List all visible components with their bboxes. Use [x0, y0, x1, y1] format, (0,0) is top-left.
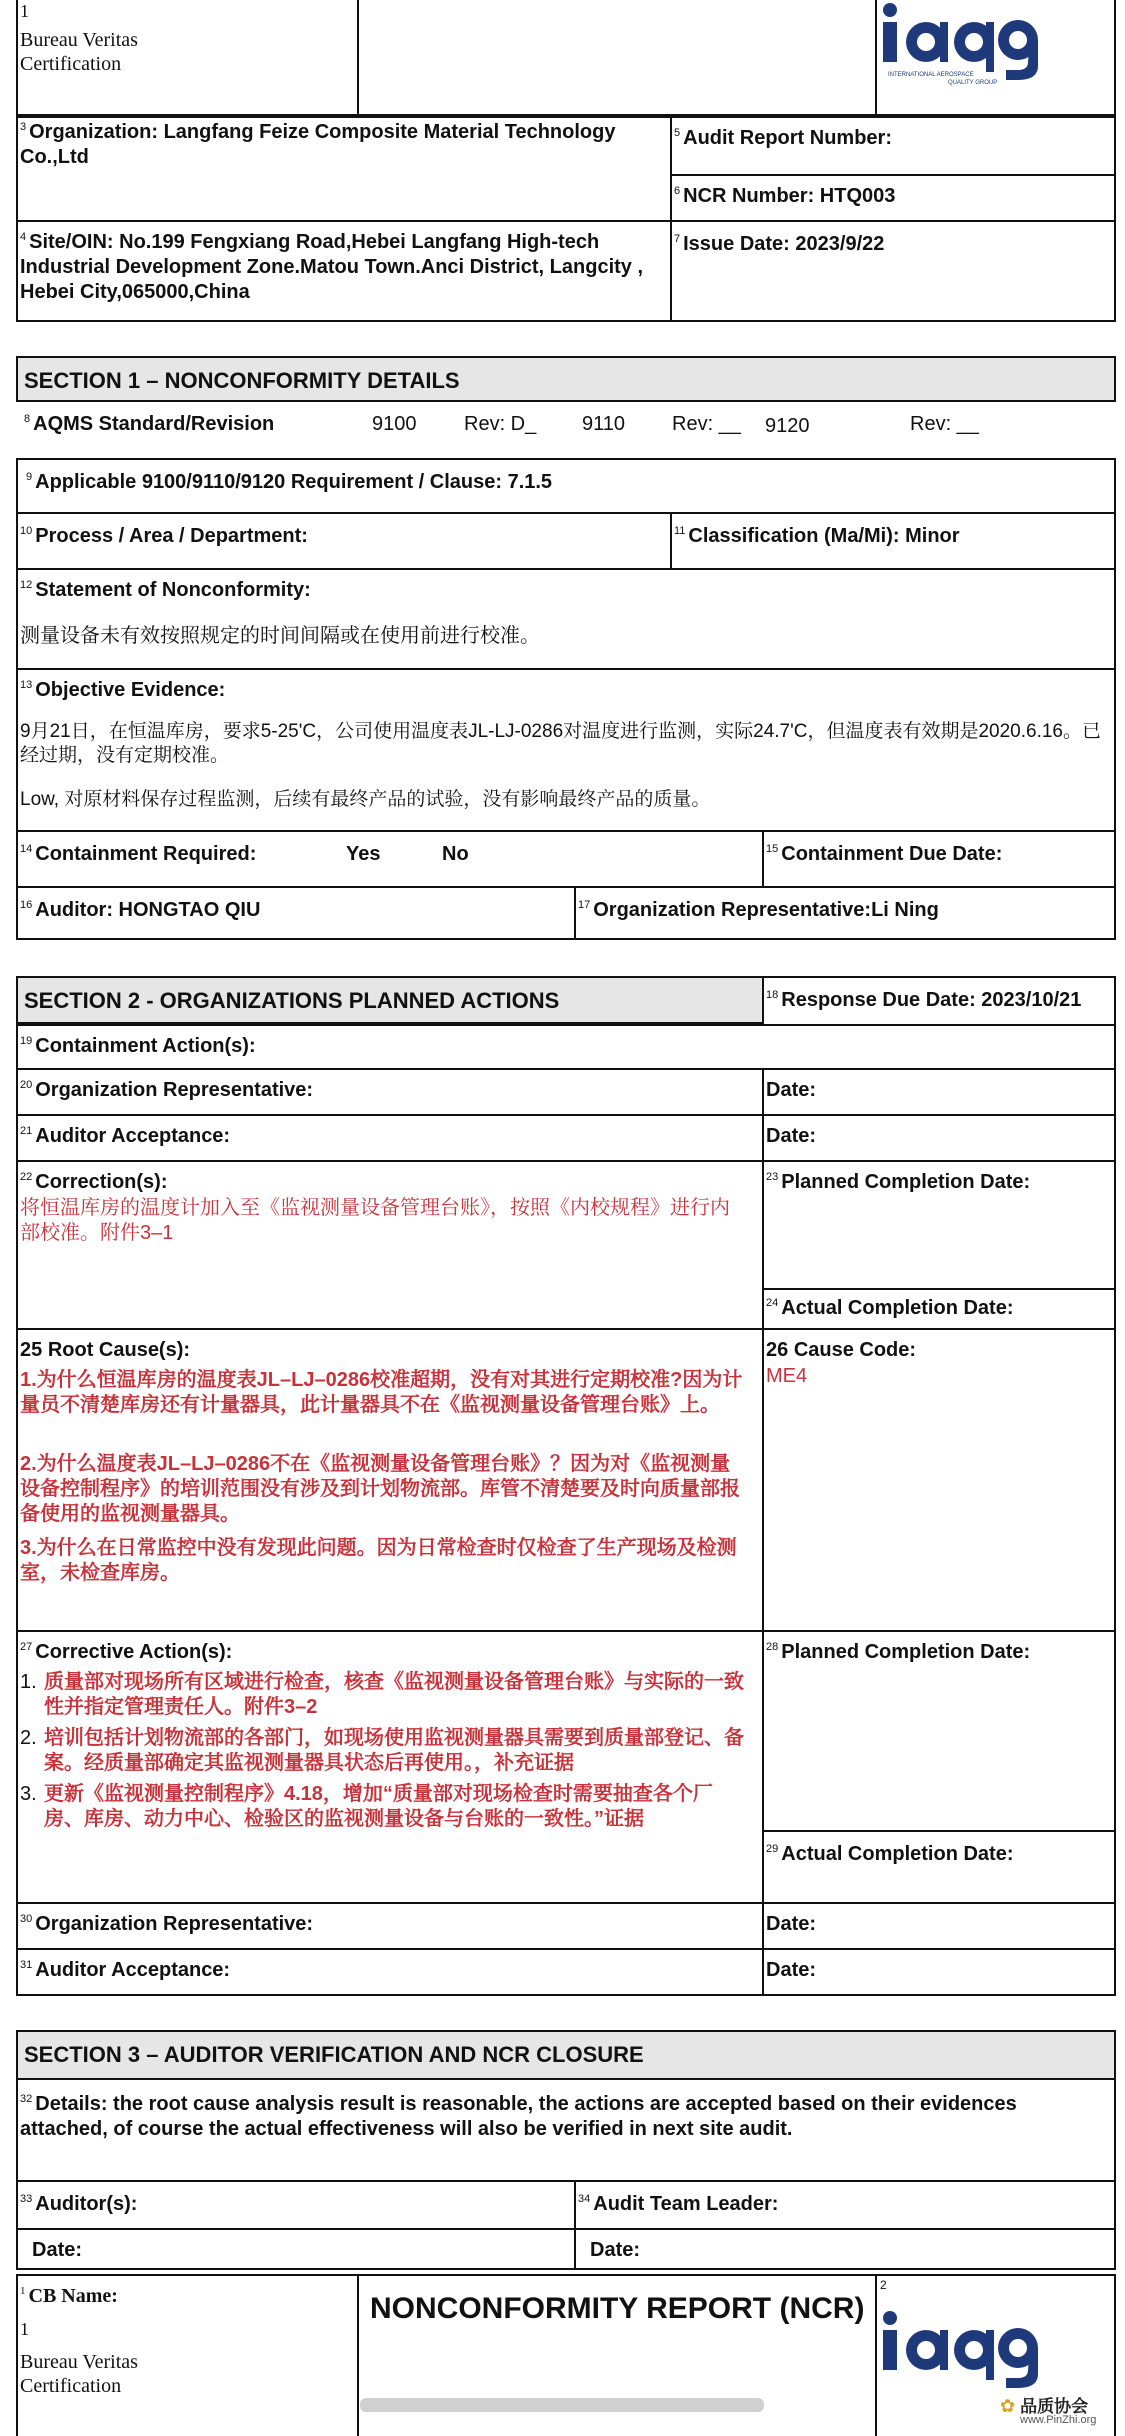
org-block-divider	[670, 116, 672, 322]
section1-title: SECTION 1 – NONCONFORMITY DETAILS	[16, 356, 1116, 402]
s3-row-2	[16, 2228, 1116, 2230]
statement-label: $^{12}$ Statement of Nonconformity:	[20, 579, 311, 601]
s2-row-8	[762, 1830, 1116, 1832]
s1-row-2	[16, 568, 1116, 570]
s1-col-containment	[762, 830, 764, 886]
auditor-field: $^{16}$ Auditor: HONGTAO QIU	[20, 899, 261, 921]
cb-name-label: $^1$ CB Name:	[20, 2285, 118, 2307]
corrective-action-label: $^{27}$ Corrective Action(s):	[20, 1641, 233, 1663]
root-cause-1: 1.为什么恒温库房的温度表JL–LJ–0286校准超期，没有对其进行定期校准?因为计量员不清楚库房还有计量器具，此计量器具不在《监视测量设备管理台账》上。	[20, 1369, 743, 1416]
root-cause-3: 3.为什么在日常监控中没有发现此问题。因为日常检查时仅检查了生产现场及检测室，未检查库房。	[20, 1537, 737, 1584]
s2-org-rep-date: Date:	[766, 1079, 817, 1101]
iaqg-logo-footer	[878, 2308, 1048, 2398]
issue-date-field: $^7$ Issue Date: 2023/9/22	[674, 233, 885, 255]
site-field: $^4$ Site/OIN: No.199 Fengxiang Road,Hebei Langfang High-tech Industrial Development Zone.Matou Town.Anci District, Langcity , Hebei City,065000,China	[20, 231, 644, 303]
corrective-action-2: 培训包括计划物流部的各部门，如现场使用监视测量器具需要到质量部登记、备案。经质量部确定其监视测量器具状态后再使用。，补充证据	[44, 1727, 744, 1774]
aqms-standard-label: $^8$ AQMS Standard/Revision	[24, 413, 275, 435]
s1-row-4	[16, 830, 1116, 832]
actual-completion-date-1: $^{24}$ Actual Completion Date:	[766, 1297, 1014, 1319]
iaqg-logo	[878, 0, 1048, 90]
planned-completion-date-2: $^{28}$ Planned Completion Date:	[766, 1641, 1031, 1663]
statement-text: 测量设备未有效按照规定的时间间隔或在使用前进行校准。	[20, 625, 540, 647]
std-9100: 9100	[372, 413, 417, 435]
logo-sub1: INTERNATIONAL AEROSPACE	[888, 72, 974, 78]
s1-col-process	[670, 512, 672, 568]
footer-cb-line1: Bureau Veritas	[20, 2351, 138, 2373]
corrective-action-2-number: 2.	[20, 1727, 37, 1749]
s2-row-3	[16, 1114, 1116, 1116]
containment-action-field: $^{19}$ Containment Action(s):	[20, 1035, 256, 1057]
audit-team-leader-field: $^{34}$ Audit Team Leader:	[578, 2193, 779, 2215]
containment-yes-option[interactable]: Yes	[346, 843, 381, 865]
auditors-date: Date:	[32, 2239, 83, 2261]
actual-completion-date-2: $^{29}$ Actual Completion Date:	[766, 1843, 1014, 1865]
s1-col-auditor	[574, 886, 576, 940]
s2-col-right	[762, 1068, 764, 1996]
s1-row-5	[16, 886, 1116, 888]
classification-field: $^{11}$ Classification (Ma/Mi): Minor	[674, 525, 960, 547]
verification-details: $^{32}$ Details: the root cause analysis result is reasonable, the actions are accepted based on their evidences attached, of course the actual effectiveness will also be verified in next site audit.	[20, 2093, 1017, 2140]
objective-evidence-text-1: 9月21日，在恒温库房，要求5-25'C，公司使用温度表JL-LJ-0286对温度进行监测，实际24.7'C，但温度表有效期是2020.6.16。已经过期，没有定期校准。	[20, 721, 1101, 766]
s2-org-rep-field: $^{20}$ Organization Representative:	[20, 1079, 314, 1101]
s1-row-3	[16, 668, 1116, 670]
watermark-url: www.PinZhi.org	[1020, 2414, 1097, 2426]
s2-row-7	[16, 1630, 1116, 1632]
footer-divider-2	[875, 2274, 877, 2436]
corrective-action-1: 质量部对现场所有区域进行检查，核查《监视测量设备管理台账》与实际的一致性并指定管理责任人。附件3–2	[44, 1671, 744, 1718]
s1-row-1	[16, 512, 1116, 514]
s2-row-5	[762, 1288, 1116, 1290]
logo-sub2: QUALITY GROUP	[948, 80, 998, 86]
auditors-field: $^{33}$ Auditor(s):	[20, 2193, 138, 2215]
s2-row-4	[16, 1160, 1116, 1162]
requirement-field: $^9$ Applicable 9100/9110/9120 Requirement / Clause: 7.1.5	[26, 471, 553, 493]
org-row-divider-right-2	[670, 220, 1116, 222]
objective-evidence-label: $^{13}$ Objective Evidence:	[20, 679, 226, 701]
s2-org-rep-date-2: Date:	[766, 1913, 817, 1935]
team-leader-date: Date:	[590, 2239, 641, 2261]
std-9120: 9120	[765, 415, 810, 437]
correction-text: 将恒温库房的温度计加入至《监视测量设备管理台账》，按照《内校规程》进行内部校准。附件3–1	[20, 1197, 730, 1244]
s2-row-10	[16, 1948, 1116, 1950]
section3-title: SECTION 3 – AUDITOR VERIFICATION AND NCR CLOSURE	[16, 2030, 1116, 2080]
s2-row-6	[16, 1328, 1116, 1330]
s3-row-1	[16, 2180, 1116, 2182]
audit-report-number-field: $^5$ Audit Report Number:	[674, 127, 893, 149]
top-header-divider-2	[875, 0, 877, 116]
process-area-field: $^{10}$ Process / Area / Department:	[20, 525, 308, 547]
cause-code-value: ME4	[766, 1365, 808, 1387]
s2-auditor-acceptance-date: Date:	[766, 1125, 817, 1147]
organization-representative-field: $^{17}$ Organization Representative:Li Ning	[578, 899, 939, 921]
response-due-date-field: $^{18}$ Response Due Date: 2023/10/21	[766, 989, 1082, 1011]
s2-auditor-acceptance-field-2: $^{31}$ Auditor Acceptance:	[20, 1959, 231, 1981]
footer-divider-1	[357, 2274, 359, 2436]
s2-auditor-acceptance-field: $^{21}$ Auditor Acceptance:	[20, 1125, 231, 1147]
horizontal-scrollbar[interactable]	[360, 2398, 764, 2412]
s2-row-9	[16, 1902, 1116, 1904]
top-header-divider-1	[357, 0, 359, 116]
rev-9100: Rev: D_	[464, 413, 537, 435]
corrective-action-1-number: 1.	[20, 1671, 37, 1693]
s2-auditor-acceptance-date-2: Date:	[766, 1959, 817, 1981]
footer-cb-line2: Certification	[20, 2375, 122, 2397]
s3-col	[574, 2180, 576, 2270]
cause-code-label: 26 Cause Code:	[766, 1339, 917, 1361]
objective-evidence-text-2: Low, 对原材料保存过程监测，后续有最终产品的试验，没有影响最终产品的质量。	[20, 789, 711, 810]
root-cause-2: 2.为什么温度表JL–LJ–0286不在《监视测量设备管理台账》？因为对《监视测量设备控制程序》的培训范围没有涉及到计划物流部。库管不清楚要及时向质量部报备使用的监视测量器具。	[20, 1453, 740, 1525]
s2-row-1	[16, 1024, 1116, 1026]
corrective-action-3: 更新《监视测量控制程序》4.18，增加“质量部对现场检查时需要抽查各个厂房、库房、动力中心、检验区的监视测量设备与台账的一致性。”证据	[44, 1783, 713, 1830]
s2-col-main	[762, 976, 764, 1024]
containment-required-field: $^{14}$ Containment Required:	[20, 843, 257, 865]
cb-name-line2: Certification	[20, 53, 122, 75]
footer-num-2: 2	[880, 2278, 887, 2292]
rev-9110: Rev: __	[672, 413, 741, 435]
watermark-text: 品质协会	[1020, 2397, 1089, 2416]
planned-completion-date-1: $^{23}$ Planned Completion Date:	[766, 1171, 1031, 1193]
correction-label: $^{22}$ Correction(s):	[20, 1171, 168, 1193]
ncr-number-field: $^6$ NCR Number: HTQ003	[674, 185, 896, 207]
footer-cb-number: 1	[20, 2319, 29, 2339]
root-cause-label: 25 Root Cause(s):	[20, 1339, 191, 1361]
s2-org-rep-field-2: $^{30}$ Organization Representative:	[20, 1913, 314, 1935]
organization-field: $^3$ Organization: Langfang Feize Composite Material Technology Co.,Ltd	[20, 121, 616, 168]
s2-row-2	[16, 1068, 1116, 1070]
ncr-report-title: NONCONFORMITY REPORT (NCR)	[370, 2292, 865, 2325]
cb-number: 1	[20, 1, 29, 21]
org-row-divider-right-1	[670, 174, 1116, 176]
org-row-divider-left	[16, 220, 670, 222]
corrective-action-3-number: 3.	[20, 1783, 37, 1805]
cb-name-line1: Bureau Veritas	[20, 29, 138, 51]
watermark-flower-icon: ✿	[1000, 2396, 1016, 2416]
std-9110: 9110	[582, 413, 626, 435]
containment-due-date-field: $^{15}$ Containment Due Date:	[766, 843, 1003, 865]
section2-title: SECTION 2 - ORGANIZATIONS PLANNED ACTIONS	[16, 976, 764, 1024]
containment-no-option[interactable]: No	[442, 843, 469, 865]
rev-9120: Rev: __	[910, 413, 979, 435]
